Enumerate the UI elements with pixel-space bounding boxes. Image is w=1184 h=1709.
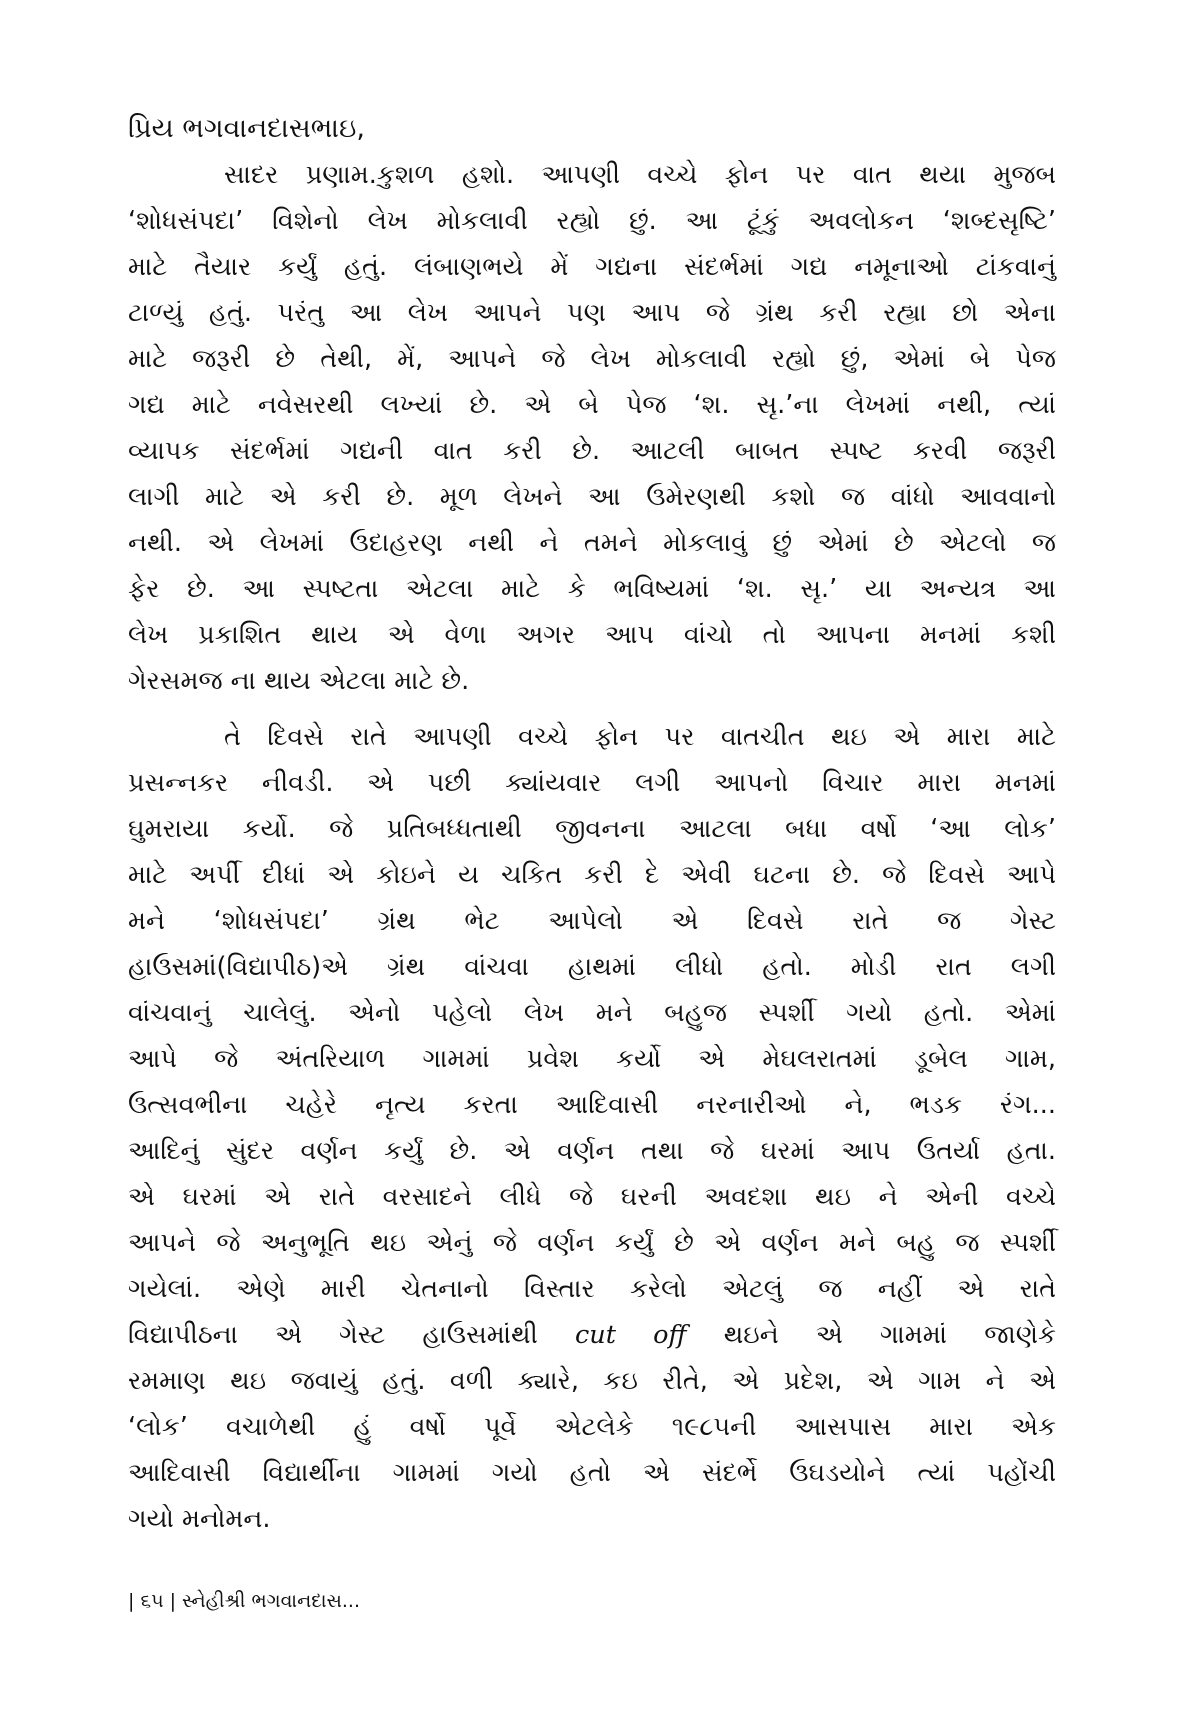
paragraph-line-cutoff (128, 1312, 1056, 1358)
paragraph-line: માટે જરૂરી છે તેથી, મેં, આપને જે લેખ મોકલાવી રહ્યો છું, એમાં બે પેજ (128, 344, 1056, 374)
paragraph-line: એ ઘરમાં એ રાતે વરસાદને લીધે જે ઘરની અવદશા થઇ ને એની વચ્ચે (128, 1182, 1056, 1212)
paragraph-line: ટાળ્યું હતું. પરંતુ આ લેખ આપને પણ આપ જે ગ્રંથ કરી રહ્યા છો એના (128, 298, 1056, 328)
paragraph-line: ગયેલાં. એણે મારી ચેતનાનો વિસ્તાર કરેલો એટલું જ નહીં એ રાતે (128, 1274, 1056, 1304)
line-segment: થઇને એ ગામમાં જાણેકે (686, 1320, 1056, 1350)
letter-body (128, 152, 1056, 1542)
paragraph-line: નથી. એ લેખમાં ઉદાહરણ નથી ને તમને મોકલાવું છું એમાં છે એટલો જ (128, 528, 1056, 558)
line-segment: વિદ્યાપીઠના એ ગેસ્ટ હાઉસમાંથી (128, 1320, 576, 1350)
paragraph-line: ફેર છે. આ સ્પષ્ટતા એટલા માટે કે ભવિષ્યમાં ‘શ. સૃ.’ યા અન્યત્ર આ (128, 574, 1056, 604)
paragraph-line: ઘુમરાયા કર્યો. જે પ્રતિબધ્ધતાથી જીવનના આટલા બધા વર્ષો ‘આ લોક’ (128, 814, 1056, 844)
paragraph-line: લાગી માટે એ કરી છે. મૂળ લેખને આ ઉમેરણથી કશો જ વાંધો આવવાનો (128, 482, 1056, 512)
paragraph-line: તે દિવસે રાતે આપણી વચ્ચે ફોન પર વાતચીત થઇ એ મારા માટે (224, 722, 1056, 752)
paragraph-line: આદિવાસી વિદ્યાર્થીના ગામમાં ગયો હતો એ સંદર્ભે ઉઘડયોને ત્યાં પહોંચી (128, 1458, 1056, 1488)
paragraph-gap (128, 704, 1056, 714)
latin-phrase: cut off (575, 1320, 687, 1350)
paragraph-line: મને ‘શોધસંપદા’ ગ્રંથ ભેટ આપેલો એ દિવસે રાતે જ ગેસ્ટ (128, 906, 1056, 936)
paragraph-line: ‘લોક’ વચાળેથી હું વર્ષો પૂર્વે એટલેકે ૧૯૮૫ની આસપાસ મારા એક (128, 1412, 1056, 1442)
paragraph-line: આદિનું સુંદર વર્ણન કર્યું છે. એ વર્ણન તથા જે ઘરમાં આપ ઉતર્યા હતા. (128, 1136, 1056, 1166)
paragraph-line: લેખ પ્રકાશિત થાય એ વેળા અગર આપ વાંચો તો આપના મનમાં કશી (128, 620, 1056, 650)
paragraph-line: વ્યાપક સંદર્ભમાં ગદ્યની વાત કરી છે. આટલી બાબત સ્પષ્ટ કરવી જરૂરી (128, 436, 1056, 466)
paragraph-line: વાંચવાનું ચાલેલું. એનો પહેલો લેખ મને બહુજ સ્પર્શી ગયો હતો. એમાં (128, 998, 1056, 1028)
paragraph-line: માટે અર્પી દીધાં એ કોઇને ય ચકિત કરી દે એવી ઘટના છે. જે દિવસે આપે (128, 860, 1056, 890)
paragraph-line: માટે તૈયાર કર્યું હતું. લંબાણભયે મેં ગદ્યના સંદર્ભમાં ગદ્ય નમૂનાઓ ટાંકવાનું (128, 252, 1056, 282)
paragraph-line: ગયો મનોમન. (128, 1504, 271, 1534)
page-footer: | ૬૫ | સ્નેહીશ્રી ભગવાનદાસ... (128, 1590, 361, 1612)
salutation: પ્રિય ભગવાનદાસભાઇ, (128, 113, 365, 144)
paragraph-line: સાદર પ્રણામ.કુશળ હશો. આપણી વચ્ચે ફોન પર વાત થયા મુજબ (224, 160, 1056, 190)
paragraph-line: ઉત્સવભીના ચહેરે નૃત્ય કરતા આદિવાસી નરનારીઓ ને, ભડક રંગ... (128, 1090, 1056, 1120)
paragraph-line: ‘શોધસંપદા’ વિશેનો લેખ મોકલાવી રહ્યો છું. આ ટૂંકું અવલોકન ‘શબ્દસૃષ્ટિ’ (128, 206, 1056, 236)
paragraph-line: રમમાણ થઇ જવાયું હતું. વળી ક્યારે, કઇ રીતે, એ પ્રદેશ, એ ગામ ને એ (128, 1366, 1057, 1396)
paragraph-line: આપને જે અનુભૂતિ થઇ એનું જે વર્ણન કર્યું છે એ વર્ણન મને બહુ જ સ્પર્શી (128, 1228, 1056, 1258)
paragraph-line: ગેરસમજ ના થાય એટલા માટે છે. (128, 666, 470, 696)
paragraph-line: ગદ્ય માટે નવેસરથી લખ્યાં છે. એ બે પેજ ‘શ. સૃ.’ના લેખમાં નથી, ત્યાં (128, 390, 1056, 420)
paragraph-line: પ્રસન્નકર નીવડી. એ પછી ક્યાંયવાર લગી આપનો વિચાર મારા મનમાં (128, 768, 1056, 798)
paragraph-line: આપે જે અંતરિયાળ ગામમાં પ્રવેશ કર્યો એ મેઘલરાતમાં ડૂબેલ ગામ, (128, 1044, 1056, 1074)
paragraph-line: હાઉસમાં(વિદ્યાપીઠ)એ ગ્રંથ વાંચવા હાથમાં લીધો હતો. મોડી રાત લગી (128, 952, 1056, 982)
